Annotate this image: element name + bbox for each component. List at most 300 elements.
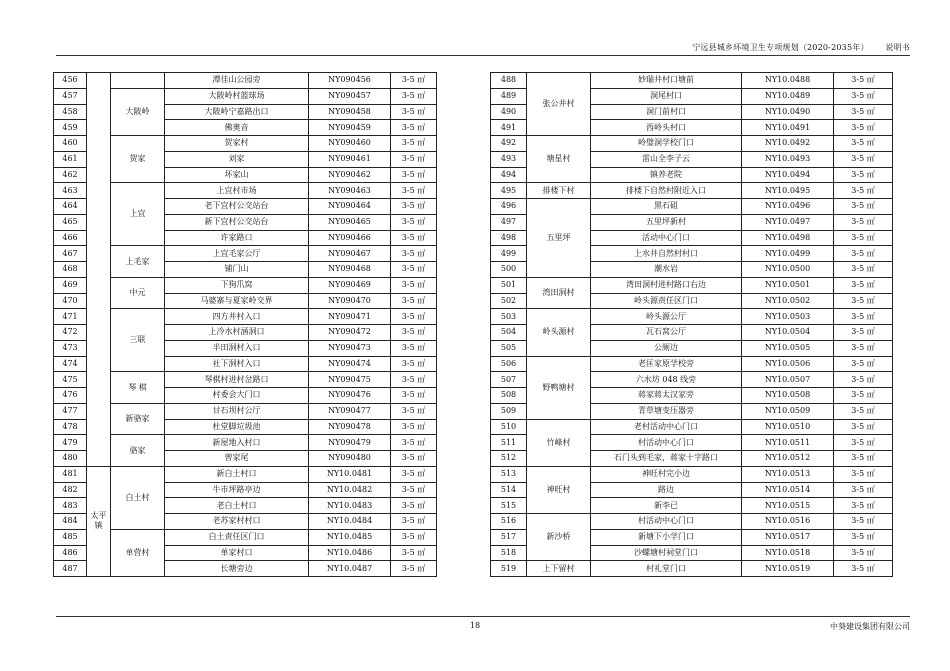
village-cell: 琴 棋 (111, 372, 165, 404)
location-cell: 贺家村 (165, 136, 309, 152)
scale-cell: 3-5 ㎡ (391, 451, 437, 467)
scale-cell: 3-5 ㎡ (834, 183, 893, 199)
location-cell: 马婆寨与夏家岭交界 (165, 293, 309, 309)
row-number: 518 (491, 545, 527, 561)
location-cell: 单家村口 (165, 545, 309, 561)
code-cell: NY10.0491 (742, 120, 834, 136)
table-row (54, 88, 437, 104)
location-cell: 新白土村口 (165, 466, 309, 482)
table-row (491, 561, 893, 577)
row-number: 467 (54, 246, 87, 262)
row-number: 511 (491, 435, 527, 451)
village-cell: 新骆家 (111, 403, 165, 435)
code-cell: NY090472 (309, 325, 391, 341)
table-row (491, 514, 893, 530)
scale-cell: 3-5 ㎡ (391, 214, 437, 230)
table-row (54, 73, 437, 89)
scale-cell: 3-5 ㎡ (391, 151, 437, 167)
location-cell: 公厕边 (591, 340, 742, 356)
table-row (54, 403, 437, 419)
location-cell: 上冷水村涵洞口 (165, 325, 309, 341)
location-cell: 甘石坝村公厅 (165, 403, 309, 419)
code-cell: NY090477 (309, 403, 391, 419)
location-cell: 半田洞村入口 (165, 340, 309, 356)
scale-cell: 3-5 ㎡ (834, 88, 893, 104)
code-cell: NY10.0486 (309, 545, 391, 561)
code-cell: NY090458 (309, 104, 391, 120)
scale-cell: 3-5 ㎡ (391, 262, 437, 278)
table-row (491, 136, 893, 152)
scale-cell: 3-5 ㎡ (391, 325, 437, 341)
location-cell: 活动中心门口 (591, 230, 742, 246)
scale-cell: 3-5 ㎡ (834, 435, 893, 451)
row-number: 482 (54, 482, 87, 498)
scale-cell: 3-5 ㎡ (391, 104, 437, 120)
code-cell: NY090475 (309, 372, 391, 388)
row-number: 458 (54, 104, 87, 120)
row-number: 475 (54, 372, 87, 388)
row-number: 516 (491, 514, 527, 530)
table-row (491, 73, 893, 89)
scale-cell: 3-5 ㎡ (834, 214, 893, 230)
row-number: 493 (491, 151, 527, 167)
row-number: 497 (491, 214, 527, 230)
location-cell: 上宜毛家公厅 (165, 246, 309, 262)
row-number: 481 (54, 466, 87, 482)
code-cell: NY10.0504 (742, 325, 834, 341)
scale-cell: 3-5 ㎡ (391, 372, 437, 388)
scale-cell: 3-5 ㎡ (834, 120, 893, 136)
row-number: 468 (54, 262, 87, 278)
location-cell: 上水井自然村村口 (591, 246, 742, 262)
table-row (54, 183, 437, 199)
scale-cell: 3-5 ㎡ (391, 419, 437, 435)
location-cell: 沙螺塘村祠堂门口 (591, 545, 742, 561)
scale-cell: 3-5 ㎡ (834, 514, 893, 530)
location-cell: 下狗爪窝 (165, 277, 309, 293)
scale-cell: 3-5 ㎡ (391, 183, 437, 199)
code-cell: NY10.0518 (742, 545, 834, 561)
table-row (54, 372, 437, 388)
location-cell: 路边 (591, 482, 742, 498)
row-number: 507 (491, 372, 527, 388)
scale-cell: 3-5 ㎡ (834, 403, 893, 419)
scale-cell: 3-5 ㎡ (391, 388, 437, 404)
village-cell (111, 73, 165, 89)
table-row (491, 466, 893, 482)
table-row (54, 435, 437, 451)
company-name: 中葵建设集团有限公司 (830, 622, 910, 631)
code-cell: NY10.0516 (742, 514, 834, 530)
code-cell: NY10.0493 (742, 151, 834, 167)
village-cell: 白土村 (111, 466, 165, 529)
code-cell: NY10.0511 (742, 435, 834, 451)
code-cell: NY10.0489 (742, 88, 834, 104)
row-number: 469 (54, 277, 87, 293)
row-number: 499 (491, 246, 527, 262)
code-cell: NY10.0519 (742, 561, 834, 577)
row-number: 489 (491, 88, 527, 104)
table-row (54, 309, 437, 325)
location-cell: 村礼堂门口 (591, 561, 742, 577)
code-cell: NY10.0505 (742, 340, 834, 356)
code-cell: NY090473 (309, 340, 391, 356)
location-cell: 洞尾村口 (591, 88, 742, 104)
code-cell: NY090462 (309, 167, 391, 183)
location-cell: 湾田洞村进村路口右边 (591, 277, 742, 293)
code-cell: NY10.0487 (309, 561, 391, 577)
location-cell: 镇养老院 (591, 167, 742, 183)
row-number: 476 (54, 388, 87, 404)
code-cell: NY10.0498 (742, 230, 834, 246)
row-number: 474 (54, 356, 87, 372)
code-cell: NY090466 (309, 230, 391, 246)
location-cell: 老白土村口 (165, 498, 309, 514)
row-number: 472 (54, 325, 87, 341)
location-cell: 六水坊 048 线旁 (591, 372, 742, 388)
table-row (54, 466, 437, 482)
location-cell: 妙瑞井村口塘前 (591, 73, 742, 89)
scale-cell: 3-5 ㎡ (834, 73, 893, 89)
row-number: 480 (54, 451, 87, 467)
code-cell: NY10.0507 (742, 372, 834, 388)
location-cell: 潭佳山公园旁 (165, 73, 309, 89)
row-number: 505 (491, 340, 527, 356)
village-cell: 单营村 (111, 529, 165, 576)
code-cell: NY10.0510 (742, 419, 834, 435)
scale-cell: 3-5 ㎡ (834, 419, 893, 435)
table-row (491, 277, 893, 293)
row-number: 515 (491, 498, 527, 514)
row-number: 457 (54, 88, 87, 104)
location-cell: 长塘旁边 (165, 561, 309, 577)
scale-cell: 3-5 ㎡ (834, 136, 893, 152)
row-number: 466 (54, 230, 87, 246)
code-cell: NY10.0501 (742, 277, 834, 293)
code-cell: NY090476 (309, 388, 391, 404)
row-number: 490 (491, 104, 527, 120)
code-cell: NY10.0488 (742, 73, 834, 89)
town-cell (87, 73, 111, 467)
scale-cell: 3-5 ㎡ (834, 104, 893, 120)
location-cell: 大陂岭宁嘉路出口 (165, 104, 309, 120)
row-number: 485 (54, 529, 87, 545)
page-number: 18 (469, 621, 481, 630)
village-cell: 野鸭塘村 (527, 356, 591, 419)
code-cell: NY10.0483 (309, 498, 391, 514)
code-cell: NY10.0494 (742, 167, 834, 183)
row-number: 462 (54, 167, 87, 183)
village-cell: 排楼下村 (527, 183, 591, 199)
scale-cell: 3-5 ㎡ (391, 88, 437, 104)
location-cell: 老匡家原学校旁 (591, 356, 742, 372)
scale-cell: 3-5 ㎡ (391, 498, 437, 514)
location-cell: 蒋家蒋太汉家旁 (591, 388, 742, 404)
row-number: 464 (54, 199, 87, 215)
row-number: 496 (491, 199, 527, 215)
location-cell: 新屋地入村口 (165, 435, 309, 451)
location-cell: 瓦石窝公厅 (591, 325, 742, 341)
scale-cell: 3-5 ㎡ (391, 340, 437, 356)
row-number: 484 (54, 514, 87, 530)
village-cell: 岭头源村 (527, 309, 591, 356)
page-header (692, 42, 910, 53)
row-number: 488 (491, 73, 527, 89)
row-number: 487 (54, 561, 87, 577)
code-cell: NY10.0490 (742, 104, 834, 120)
row-number: 465 (54, 214, 87, 230)
table-row (491, 419, 893, 435)
row-number: 486 (54, 545, 87, 561)
table-row (54, 529, 437, 545)
header-rule (56, 55, 910, 56)
location-cell: 西岭头村口 (591, 120, 742, 136)
scale-cell: 3-5 ㎡ (391, 403, 437, 419)
scale-cell: 3-5 ㎡ (834, 372, 893, 388)
code-cell: NY10.0484 (309, 514, 391, 530)
code-cell: NY090467 (309, 246, 391, 262)
code-cell: NY090478 (309, 419, 391, 435)
row-number: 494 (491, 167, 527, 183)
scale-cell: 3-5 ㎡ (834, 230, 893, 246)
scale-cell: 3-5 ㎡ (834, 199, 893, 215)
row-number: 503 (491, 309, 527, 325)
scale-cell: 3-5 ㎡ (834, 561, 893, 577)
code-cell: NY090465 (309, 214, 391, 230)
code-cell: NY10.0503 (742, 309, 834, 325)
code-cell: NY090457 (309, 88, 391, 104)
location-cell: 五里坪新村 (591, 214, 742, 230)
right-collection-point-table (490, 72, 893, 577)
scale-cell: 3-5 ㎡ (391, 514, 437, 530)
location-cell: 村委会大门口 (165, 388, 309, 404)
location-cell: 村活动中心门口 (591, 514, 742, 530)
scale-cell: 3-5 ㎡ (834, 498, 893, 514)
location-cell: 白土责任区门口 (165, 529, 309, 545)
scale-cell: 3-5 ㎡ (834, 262, 893, 278)
row-number: 492 (491, 136, 527, 152)
row-number: 495 (491, 183, 527, 199)
row-number: 498 (491, 230, 527, 246)
table-row (54, 277, 437, 293)
code-cell: NY090480 (309, 451, 391, 467)
scale-cell: 3-5 ㎡ (834, 529, 893, 545)
code-cell: NY10.0513 (742, 466, 834, 482)
scale-cell: 3-5 ㎡ (391, 167, 437, 183)
location-cell: 潮水岩 (591, 262, 742, 278)
code-cell: NY090474 (309, 356, 391, 372)
scale-cell: 3-5 ㎡ (834, 167, 893, 183)
scale-cell: 3-5 ㎡ (391, 230, 437, 246)
row-number: 483 (54, 498, 87, 514)
scale-cell: 3-5 ㎡ (834, 466, 893, 482)
scale-cell: 3-5 ㎡ (834, 451, 893, 467)
scale-cell: 3-5 ㎡ (391, 309, 437, 325)
table-row (491, 183, 893, 199)
location-cell: 石门头到毛家，蒋家十字路口 (591, 451, 742, 467)
row-number: 456 (54, 73, 87, 89)
village-cell: 五里坪 (527, 199, 591, 278)
row-number: 519 (491, 561, 527, 577)
scale-cell: 3-5 ㎡ (834, 340, 893, 356)
location-cell: 岭头源公厅 (591, 309, 742, 325)
location-cell: 新塘下小学门口 (591, 529, 742, 545)
code-cell: NY090468 (309, 262, 391, 278)
scale-cell: 3-5 ㎡ (391, 561, 437, 577)
document-type: 说明书 (885, 43, 910, 52)
village-cell: 中元 (111, 277, 165, 309)
code-cell: NY090479 (309, 435, 391, 451)
location-cell: 牛市坪路亭边 (165, 482, 309, 498)
location-cell: 老苏家村村口 (165, 514, 309, 530)
code-cell: NY10.0500 (742, 262, 834, 278)
town-cell: 太平镇 (87, 466, 111, 576)
scale-cell: 3-5 ㎡ (391, 466, 437, 482)
scale-cell: 3-5 ㎡ (391, 73, 437, 89)
row-number: 477 (54, 403, 87, 419)
location-cell: 青草塘变压器旁 (591, 403, 742, 419)
location-cell: 岭头源责任区门口 (591, 293, 742, 309)
scale-cell: 3-5 ㎡ (834, 151, 893, 167)
row-number: 478 (54, 419, 87, 435)
row-number: 509 (491, 403, 527, 419)
code-cell: NY090456 (309, 73, 391, 89)
code-cell: NY10.0515 (742, 498, 834, 514)
table-row (491, 199, 893, 215)
left-collection-point-table (53, 72, 437, 577)
code-cell: NY10.0492 (742, 136, 834, 152)
scale-cell: 3-5 ㎡ (391, 545, 437, 561)
row-number: 517 (491, 529, 527, 545)
code-cell: NY10.0495 (742, 183, 834, 199)
code-cell: NY10.0502 (742, 293, 834, 309)
table-row (491, 309, 893, 325)
row-number: 473 (54, 340, 87, 356)
village-cell: 竹峰村 (527, 419, 591, 466)
village-cell: 新沙桥 (527, 514, 591, 561)
location-cell: 洞门前村口 (591, 104, 742, 120)
row-number: 460 (54, 136, 87, 152)
location-cell: 神旺村完小边 (591, 466, 742, 482)
scale-cell: 3-5 ㎡ (834, 277, 893, 293)
location-cell: 黑石砠 (591, 199, 742, 215)
row-number: 479 (54, 435, 87, 451)
scale-cell: 3-5 ㎡ (834, 356, 893, 372)
location-cell: 新下宜村公交站台 (165, 214, 309, 230)
table-row (54, 136, 437, 152)
location-cell: 岭璧洞学校门口 (591, 136, 742, 152)
code-cell: NY090463 (309, 183, 391, 199)
scale-cell: 3-5 ㎡ (391, 435, 437, 451)
row-number: 461 (54, 151, 87, 167)
village-cell: 骆家 (111, 435, 165, 467)
scale-cell: 3-5 ㎡ (834, 545, 893, 561)
location-cell: 四方井村入口 (165, 309, 309, 325)
location-cell: 佛奥音 (165, 120, 309, 136)
location-cell: 许家路口 (165, 230, 309, 246)
scale-cell: 3-5 ㎡ (391, 529, 437, 545)
village-cell: 大陂岭 (111, 88, 165, 135)
location-cell: 排楼下自然村附近入口 (591, 183, 742, 199)
code-cell: NY10.0514 (742, 482, 834, 498)
location-cell: 琴棋村进村岔路口 (165, 372, 309, 388)
row-number: 470 (54, 293, 87, 309)
village-cell: 神旺村 (527, 466, 591, 513)
village-cell: 张公井村 (527, 73, 591, 136)
document-title: 宁远县城乡环境卫生专项规划（2020-2035年） (692, 43, 869, 52)
scale-cell: 3-5 ㎡ (834, 482, 893, 498)
scale-cell: 3-5 ㎡ (834, 388, 893, 404)
code-cell: NY090461 (309, 151, 391, 167)
code-cell: NY090470 (309, 293, 391, 309)
scale-cell: 3-5 ㎡ (834, 246, 893, 262)
location-cell: 新李已 (591, 498, 742, 514)
scale-cell: 3-5 ㎡ (391, 482, 437, 498)
code-cell: NY10.0506 (742, 356, 834, 372)
location-cell: 铺门山 (165, 262, 309, 278)
location-cell: 上宜村市场 (165, 183, 309, 199)
location-cell: 老下宜村公交站台 (165, 199, 309, 215)
scale-cell: 3-5 ㎡ (391, 293, 437, 309)
row-number: 500 (491, 262, 527, 278)
row-number: 508 (491, 388, 527, 404)
village-cell: 上下留村 (527, 561, 591, 577)
location-cell: 曾家尾 (165, 451, 309, 467)
row-number: 463 (54, 183, 87, 199)
code-cell: NY10.0509 (742, 403, 834, 419)
scale-cell: 3-5 ㎡ (391, 136, 437, 152)
table-row (54, 246, 437, 262)
location-cell: 雷山全李子云 (591, 151, 742, 167)
scale-cell: 3-5 ㎡ (834, 293, 893, 309)
village-cell: 上毛家 (111, 246, 165, 278)
scale-cell: 3-5 ㎡ (391, 246, 437, 262)
scale-cell: 3-5 ㎡ (391, 199, 437, 215)
code-cell: NY10.0482 (309, 482, 391, 498)
code-cell: NY090471 (309, 309, 391, 325)
village-cell: 三联 (111, 309, 165, 372)
code-cell: NY090459 (309, 120, 391, 136)
location-cell: 老村活动中心门口 (591, 419, 742, 435)
row-number: 512 (491, 451, 527, 467)
row-number: 471 (54, 309, 87, 325)
location-cell: 村活动中心门口 (591, 435, 742, 451)
scale-cell: 3-5 ㎡ (391, 356, 437, 372)
location-cell: 刘家 (165, 151, 309, 167)
village-cell: 上宜 (111, 183, 165, 246)
code-cell: NY090469 (309, 277, 391, 293)
code-cell: NY10.0485 (309, 529, 391, 545)
village-cell: 湾田洞村 (527, 277, 591, 309)
footer-rule (56, 616, 910, 617)
row-number: 502 (491, 293, 527, 309)
scale-cell: 3-5 ㎡ (391, 277, 437, 293)
location-cell: 社下洞村入口 (165, 356, 309, 372)
code-cell: NY10.0499 (742, 246, 834, 262)
location-cell: 坏家山 (165, 167, 309, 183)
row-number: 491 (491, 120, 527, 136)
location-cell: 杜堂脚垃圾池 (165, 419, 309, 435)
code-cell: NY090464 (309, 199, 391, 215)
table-row (491, 356, 893, 372)
code-cell: NY10.0508 (742, 388, 834, 404)
row-number: 459 (54, 120, 87, 136)
code-cell: NY10.0512 (742, 451, 834, 467)
code-cell: NY090460 (309, 136, 391, 152)
row-number: 506 (491, 356, 527, 372)
row-number: 514 (491, 482, 527, 498)
code-cell: NY10.0481 (309, 466, 391, 482)
